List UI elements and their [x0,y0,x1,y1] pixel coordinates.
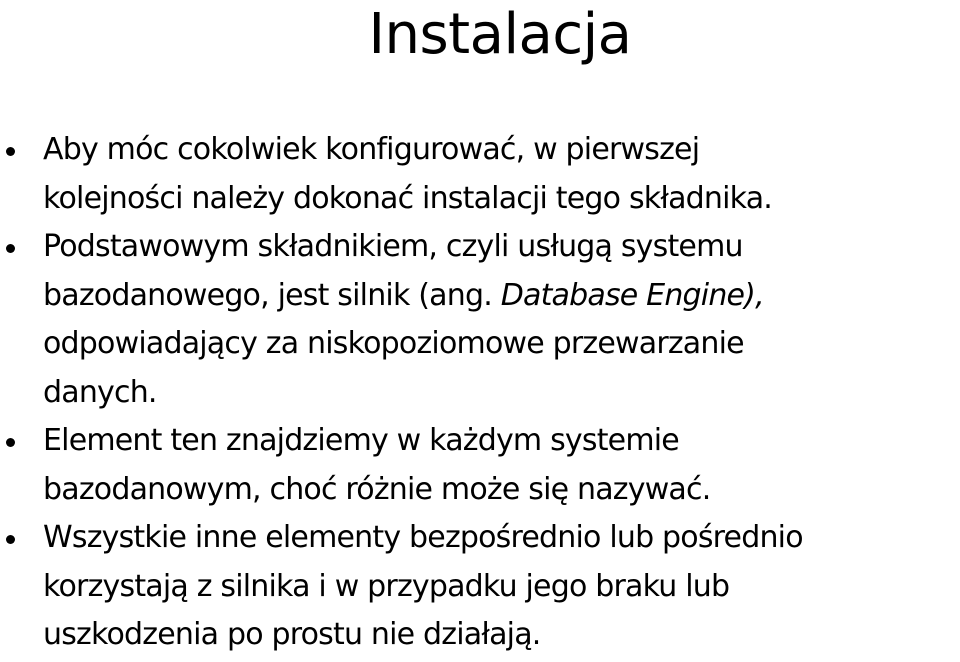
bullet-list [0,126,960,660]
english-term: Database Engine), [500,277,764,313]
bullet-line: danych. [43,374,157,410]
slide-title: Instalacja [368,2,632,67]
bullet-item-3 [0,417,960,514]
bullet-item-4 [0,514,960,660]
bullet-line-mixed [43,272,960,321]
bullet-dot-icon [6,438,15,447]
bullet-line: uszkodzenia po prostu nie działają. [43,617,541,652]
bullet-item-2 [0,223,960,417]
bullet-item-1 [0,126,960,223]
bullet-dot-icon [6,147,15,156]
bullet-line: bazodanowym, choć różnie może się nazywać. [43,471,711,507]
bullet-line: Podstawowym składnikiem, czyli usługą systemu [43,229,743,264]
bullet-line: Wszystkie inne elementy bezpośrednio lub pośrednio [43,520,803,555]
bullet-text: bazodanowego, jest silnik (ang. [43,277,501,313]
bullet-line: odpowiadający za niskopoziomowe przewarzanie [43,326,744,361]
bullet-line: kolejności należy dokonać instalacji tego składnika. [43,180,773,216]
bullet-line: Element ten znajdziemy w każdym systemie [43,423,679,458]
bullet-dot-icon [6,535,15,544]
bullet-line: korzystają z silnika i w przypadku jego braku lub [43,568,730,604]
bullet-dot-icon [6,244,15,253]
bullet-line: Aby móc cokolwiek konfigurować, w pierwszej [43,132,700,167]
